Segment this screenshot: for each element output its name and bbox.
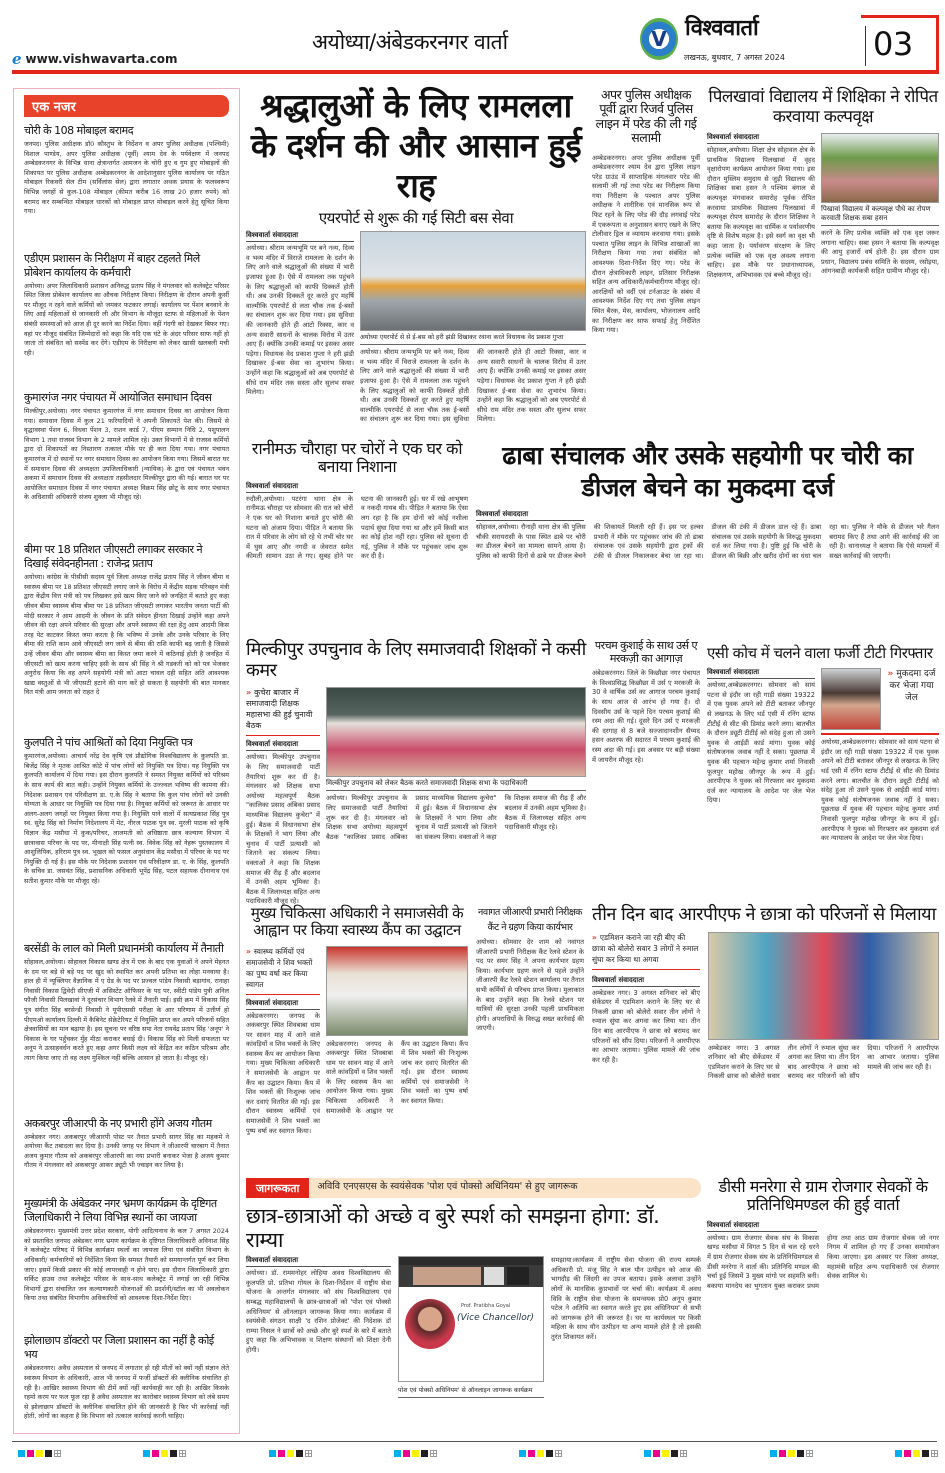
article-body: सोहावल,अयोध्या। शिक्षा क्षेत्र सोहावल क्षेत्र के प्राथमिक विद्यालय पिलखावां में वृहद वृक्षारोपण कार्यक्रम आयोजन किया गया। इस दौरान मुस्लिम समुदाय से जुड़ी विद्यालय की शिक्षिका सबा हसन ने पश्चिम बंगाल से कल्पवृक्ष मंगवाकर समारोह पूर्वक रोपित करवाया प्राथमिक विद्यालय पिलखावां में कल्पवृक्ष रोपण समारोह के दौरान शिक्षिका ने बताया कि कल्पवृक्ष का धार्मिक व पर्यावरणीय दृष्टि से विशेष महत्व है। इसे स्वर्ग का वृक्ष भी कहा जाता है। पर्यावरण संरक्षण के लिए प्रत्येक व्यक्ति को एक वृक्ष अवश्य लगाना चाहिए। इस मौके पर प्रधानाध्यापक, शिक्षकगण, अभिभावक एवं बच्चे मौजूद रहे। <box>707 146 815 279</box>
jagrukta-story <box>246 1178 701 1440</box>
page-number-box <box>861 15 939 73</box>
article-body-continued: अयोध्या,अम्बेडकरनगर। सोमवार को सायं पटना से इंदौर जा रही गाड़ी संख्या 19322 में एक युवक अपने को टीटी बताकर जौनपुर से लखनऊ के लिए थर्ड एसी में रनिंग स्टाफ टीटीई से सीट की डिमांड करने लगा। बातचीत के दौरान ड्यूटी टीटीई को संदेह हुआ तो उसने युवक से आईडी कार्ड मांगा। युवक कोई संतोषजनक जवाब नहीं दे सका। पूछताछ में युवक की पहचान महेन्द्र कुमार शर्मा निवासी फूलपुर महोख जौनपुर के रूप में हुई। आरपीएफ ने युवक को गिरफ्तार कर मुकदमा दर्ज कर न्यायालय के आदेश पर जेल भेज दिया। <box>821 738 939 843</box>
brief-body: अम्बेडकर नगर। अकबरपुर जीआरपी पोस्ट पर तैनात प्रभारी सागर सिंह का महकमे ने अयोध्या कैंट तबादला कर दिया है। उनकी जगह पर विभाग ने जीआरपी चारबाग में तैनात अजय कुमार गौतम को अकबरपुर जीआरपी का नया प्रभारी बनाकर भेजा है अजय कुमार गौतम ने मंगलवार को अकबरपुर आकर ड्यूटी भी ज्वाइन कर लिया है। <box>24 1132 229 1170</box>
brief-body: सोहावल,अयोध्या। सोहावल विकास खण्ड क्षेत्र में एक के बाद एक युवाओं ने अपने मेहनत के दम पर बड़े से बड़े पद पर खुद को स्थापित कर अपनी प्रतिभा का लोहा मनवाया है। हाल ही में न्यूक्लियर वैज्ञानिक में ए ग्रेड के पद पर प्रज्वल पांडेय निवासी बड़ागांव, रानाहा निवासी विकास द्विवेदी सीएजी में असिस्टेंट ऑफिसर के पद पर, स्वीटी पांडेय पुत्री अनिल फौजी निवासी पिलखावां ने दूरसंचार विभाग रेलवे में तैनाती पाई। इसी क्रम में विकास सिंह पुत्र संगीत सिंह बरसेन्डी निवासी ने यूपीएससी परीक्षा के आर परिणाम में उत्तीर्ण हो पीएमओ कार्यालय दिल्ली में कैबिनेट सेक्रेटेरियट में नियुक्ति प्राप्त कर अपने परिजनों सहित क्षेत्रवासियों का मान बढ़ाया है। इस सूचना पर वरिष्ठ सपा नेता रायवेंद्र प्रताप सिंह 'अनूप' ने विकास के घर पहुँचकर मुँह मीठा कराकर बधाई दी। विकास सिंह को मिली सफलता पर अनूप ने उत्साहवर्धन करते हुए कहा अगर किसी लक्ष्य को केंद्रित कर कठिन परिश्रम और त्याग किया जाए तो वह लक्ष्य मुश्किल नहीं बल्कि आसान हो जाता है। मौजूद रहे। <box>24 958 229 1062</box>
tree-planting-photo <box>821 133 939 203</box>
article-body: अयोध्या,अम्बेडकरनगर। सोमवार को सायं पटना से इंदौर जा रही गाड़ी संख्या 19322 में एक युवक अपने को टीटी बताकर जौनपुर से लखनऊ के लिए थर्ड एसी में रनिंग स्टाफ टीटीई से सीट की डिमांड करने लगा। बातचीत के दौरान ड्यूटी टीटीई को संदेह हुआ तो उसने युवक से आईडी कार्ड मांगा। युवक कोई संतोषजनक जवाब नहीं दे सका। पूछताछ में युवक की पहचान महेन्द्र कुमार शर्मा निवासी फूलपुर महोख जौनपुर के रूप में हुई। आरपीएफ ने युवक को गिरफ्तार कर मुकदमा दर्ज कर न्यायालय के आदेश पर जेल भेज दिया। <box>707 681 815 805</box>
brief-body: अयोध्या। अपर जिलाधिकारी प्रशासन अनिरुद्ध प्रताप सिंह ने मंगलवार को कलेक्ट्रेट परिसर स्थित जिला प्रोबेशन कार्यालय का औचक निरीक्षण किया। निरीक्षण के दौरान अपनी कुर्सी पर मौजूद न रहने वाले कर्मियों को जमकर फटकार लगाई। कार्यालय पर पेंशन बनवाने के लिए आई महिलाओं से जानकारी ली और विभाग के मौजूदा स्टाफ से महिलाओं के पेंशन संबंधी समस्याओं को आज ही दूर करने का निर्देश दिया। वहीं गंदगी को देखकर बिफर गए। वहां पर मौजूद संबंधित जिम्मेदारों को कहा कि यदि एक घंटे के अंदर परिसर साफ नहीं हो जाता तो संबंधित को सस्पेंड कर देंगे। एडीएम के निरीक्षण को लेकर खासी खलबली मची रही। <box>24 281 229 357</box>
brand-name: विश्ववार्ता <box>685 16 759 41</box>
story-headline: रानीमऊ चौराहा पर चोरों ने एक घर को बनाया निशाना <box>251 439 463 477</box>
article-body-continued: अंबेडकरनगर। जनपद के अकबरपुर स्थित शिवबाबा धाम पर सावन माह में आने वाले कांवड़ियों व शिव भक्तों के लिए स्वास्थ्य कैंप का आयोजन किया गया। मुख्य चिकित्सा अधिकारी ने समाजसेवी के आह्वान पर कैंप का उद्घाटन किया। कैंप में शिव भक्तों की निःशुल्क जांच कर दवाएं वितरित की गईं। इस दौरान स्वास्थ्य कर्मियों एवं समाजसेवी ने शिव भक्तों का पुष्प वर्षा कर स्वागत किया। <box>326 1039 468 1115</box>
brief-headline: बीमा पर 18 प्रतिशत जीएसटी लगाकर सरकार ने दिखाई संवेदनहीनता : राजेन्द्र प्रताप <box>24 543 203 571</box>
byline: विश्ववार्ता संवाददाता <box>246 1256 391 1267</box>
ek-nazar-column <box>13 88 240 1434</box>
brief-list <box>24 122 229 1427</box>
story-headline: तीन दिन बाद आरपीएफ ने छात्रा को परिजनों से मिलाया <box>592 904 936 925</box>
page-number: 03 <box>873 25 913 63</box>
manrega-story <box>707 1178 939 1440</box>
photo-caption: अयोध्या एयरपोर्ट से से ई-बस को हरी झंडी दिखाकर रवाना करते विधायक वेद प्रकाश गुप्ता <box>360 331 586 345</box>
jagrukta-tag: जागरूकता <box>246 1178 309 1198</box>
accused-photo <box>821 668 881 730</box>
health-camp-photo <box>326 946 468 1036</box>
header <box>0 0 945 76</box>
photo-caption: पोश एवं पोक्सो अधिनियम' से ऑनलाइन जागरूक कार्यक्रम <box>398 1384 544 1398</box>
navagat-grp-story <box>476 905 584 1167</box>
brief-body: अयोध्या। कांग्रेस के पीसीसी सदस्य पूर्व जिला अध्यक्ष राजेंद्र प्रताप सिंह ने जीवन बीमा व स्वास्थ्य बीमा पर 18 प्रतिशत जीएसटी लगाए जाने के विरोध में केंद्रीय सड़क परिवहन मंत्री द्वारा केंद्रीय वित्त मंत्री को पत्र लिखकर इसे खत्म किए जाने को जनहित में बताते हुए कहा जीवन बीमा स्वास्थ्य बीमा बीमा पर 18 प्रतिशत जीएसटी लगाकर भारतीय जनता पार्टी की मोदी सरकार ने आम आदमी के जीवन के प्रति संवेदन हीनता दिखाई उन्होंने कहा अपने जीवन की रक्षा अपने परिवार की सुरक्षा और अपने स्वास्थ्य की रक्षा हेतु आम आदमी किस तरह पेट काटकर किस्त जमा करता है कि भविष्य में उनके और उनके परिवार के लिए बीमा की राशि काम आवे जीएसटी लग जाने से बीमा की राशि काफी बढ़ जाती है जिससे उन्हें जीवन बीमा और स्वास्थ्य बीमा का किस्त जमा करने में कठिनाई होती है जनहित में जीएसटी को खत्म करना चाहिए इसी के साथ श्री सिंह ने श्री गडकरी को को पत्र भेजकर अनुरोध किया कि वह अपने सहयोगी मंत्री को आटा चावल दही सहित अति आवश्यक खाद्य वस्तुओं से भी जीएसटी हटाने की माग करें हो सकता है सहयोगी की बात मानकर वित मंत्री आम जनता को राहत दे <box>24 573 229 697</box>
ek-nazar-badge: एक नजर <box>24 95 229 117</box>
story-bullet: » मुकदमा दर्ज कर भेजा गया जेल <box>887 669 936 704</box>
speaker-name: Prof. Pratibha Goyal <box>461 1303 511 1310</box>
story-headline: मुख्य चिकित्सा अधिकारी ने समाजसेवी के आह्वान पर किया स्वास्थ्य कैंप का उद्घाटन <box>250 904 464 940</box>
article-body: अयोध्या। डॉ. राममनोहर लोहिया अवध विश्वविद्यालय की कुलपति प्रो. प्रतिभा गोयल के दिशा-निर्देशन में राष्ट्रीय सेवा योजना के अन्तर्गत मंगलवार को संघ विश्वविद्यालय एवं सम्बद्ध महाविद्यालयों के छात्र-छात्राओं को 'पोश एवं पोक्सो अधिनियम' से ऑनलाइन जागरूक किया गया। कार्यक्रम में स्वयंसेवी संगठन साक्षी 'द रशिन प्रोजेक्ट' की निदेशक डॉ राम्या निसल ने छात्रों को अच्छे और बुरे स्पर्श के बारे में बताते हुए कहा कि अभिभावक व शिक्षण संस्थानों को शिक्षा देनी होगी। <box>246 1269 391 1355</box>
article-body: अम्बेडकरनगर। अपर पुलिस अधीक्षक पूर्वी अम्बेडकरनगर श्याम देव द्वारा पुलिस लाइन परेड ग्राउंड में साप्ताहिक मंगलवार परेड की सलामी ली गई तथा परेड का निरीक्षण किया गया निरीक्षण के पश्चात अपर पुलिस अधीक्षक ने शारीरिक एवं मानसिक रूप से फिट रहने के लिए परेड की दौड़ लगवाई परेड में एकरूपता व अनुशासन बनाए रखने के लिए टोलीवार ड्रिल व व्यायाम करवाया गया। इसके पश्चात पुलिस लाइन के विभिन्न शाखाओं का निरीक्षण किया गया तथा संबंधित को आवश्यक दिशा-निर्देश दिए गए। परेड के दौरान क्षेत्राधिकारी लाइन, प्रतिसार निरीक्षक सहित अन्य अधिकारी/कर्मचारीगण मौजूद रहे। आरक्षियों को वर्दी एवं टर्नआउट के संबंध में आवश्यक निर्देश दिए गए तथा पुलिस लाइन स्थित बैरक, मेस, कार्यालय, भोजनालय आदि का निरीक्षण कर साफ सफाई हेतु निर्देशित किया गया। <box>592 153 700 335</box>
jagrukta-strap: अविवि एनएसएस के स्वयंसेवक 'पोश एवं पोक्सो अधिनियम' से हुए जागरूक <box>317 1181 578 1192</box>
jagrukta-banner <box>246 1178 701 1198</box>
rpf-family-photo <box>708 932 939 1040</box>
story-bullet: » स्वास्थ्य कर्मियों एवं समाजसेवी ने शिव भक्तों का पुष्प वर्षा कर किया स्वागत <box>246 946 320 995</box>
section-title: अयोध्या/अंबेडकरनगर वार्ता <box>312 30 508 54</box>
byline: विश्ववार्ता संवाददाता <box>246 999 320 1010</box>
chevron-icon: » <box>246 946 251 956</box>
photo-caption: मिल्कीपुर उपचुनाव को लेकर बैठक करते समाजवादी शिक्षक सभा के पदाधिकारी <box>326 777 586 791</box>
article-body: अंबेडकरनगर। जिले के किछौछा नगर पंचायत के विश्वप्रसिद्ध किछौछा में उर्स ए मरकजी के 30 वे वार्षिक उर्स का आगाज परचम कुशाई के साथ आज से आरंभ हो गया है। दो दिवसीय उर्स के पहले दिन परचम कुशाई की रस्म अदा की गई। दूसरे दिन उर्स ए मरकज़ी की दरगाह से 8 बजे सज्जादानशीन सैय्यद हसन अशरफ की सदारत में परचम कुशाई की रस्म अदा की गई। इस अवसर पर बड़ी संख्या में जायरीन मौजूद रहे। <box>592 669 700 764</box>
rpf-story <box>592 905 939 1167</box>
ranimau-story <box>246 440 468 630</box>
brief-headline: झोलाछाप डॉक्टरो पर जिला प्रशासन का नहीं है कोई भय <box>24 1334 214 1362</box>
cmyk-swatch-group <box>644 1450 687 1457</box>
color-registration-bar <box>18 1450 938 1457</box>
pilkhawan-story <box>707 88 939 428</box>
brief-headline: एडीएम प्रशासन के निरीक्षण में बाहर टहलते मिले प्रोबेशन कार्यालय के कर्मचारी <box>24 251 200 279</box>
byline: विश्ववार्ता संवाददाता <box>246 482 353 493</box>
story-headline: नवागत जीआरपी प्रभारी निरीक्षक कैंट ने ग्रहण किया कार्यभार <box>478 907 582 933</box>
parcham-story <box>592 640 700 890</box>
brief-headline: अकबरपुर जीआरपी के नए प्रभारी होंगे अजय गौतम <box>24 1116 212 1130</box>
article-body: रुदौली,अयोध्या। पटरंगा थाना क्षेत्र के रानीमऊ चौराहा पर सोमवार की रात को चोरों ने एक घर को निशाना बनाते हुए चोरी की घटना को अंजाम दिया। पीड़ित ने बताया कि रात में परिवार के लोग सो रहे थे तभी चोर घर में घुस आए और नगदी व जेवरात समेत कीमती सामान उठा ले गए। सुबह होने पर घटना की जानकारी हुई। घर में रखे आभूषण व नकदी गायब थी। पीड़ित ने बताया कि ऐसा लग रहा है कि हम दोनों को कोई नशीला पदार्थ सुंघा दिया गया था और हमें किसी बात का कोई होश नहीं रहा। पुलिस को सूचना दी गई, पुलिस ने मौके पर पहुंचकर जांच शुरू कर दी है। <box>246 494 468 561</box>
article-body-continued: समझाया।कार्यक्रम में राष्ट्रीय सेवा योजना की राज्य सम्पर्क अधिकारी प्रो. मंजू सिंह ने बाल यौन उत्पीड़न को आज की भागदौड़ की जिंदगी का उपज बताया। इसके अलावा उन्होंने लोगों के मानसिक कुप्रभावों पर चर्चा की। कार्यक्रम में अवध विवि के राष्ट्रीय सेवा योजना के समन्वयक प्रो0 अनूप कुमार पटेल ने अतिथि का स्वागत करते हुए इस अधिनियम' से सभी को जागरूक होने की जरूरत है। घर या कार्यस्थल पर किसी महिला के साथ यौन उत्पीड़न या अन्य मामले होते है तो इसकी तुरंत शिकायत करें। <box>551 1256 701 1342</box>
header-rule <box>12 70 939 74</box>
article-body: अयोध्या। ग्राम रोजगार सेवक संघ के विकास खण्ड मसौधा में विगत 5 दिन से चल रहे धरने में ग्राम रोजगार सेवक संघ के प्रतिनिधिमण्डल से डीसी मनरेगा ने वार्ता की। प्रतिनिधि मण्डल की चर्चा हुई जिसमें 3 मुख्य मांगो पर सहमति बनी। बकाया मानदेय का भुगतान युक्त कराकर प्रथम होगा तथा आठ ग्राम रोजगार सेवक जो नगर निगम में शामिल हो गए हैं उनका समायोजन किया जाएगा। इस अवसर पर जिला अध्यक्ष, महामंत्री सहित अन्य पदाधिकारी एवं रोजगार सेवक शामिल थे। <box>707 1233 939 1290</box>
story-headline: एसी कोच में चलने वाला फर्जी टीटी गिरफ्तार <box>707 644 933 662</box>
cmyk-swatch-group <box>895 1450 938 1457</box>
webinar-screenshot <box>398 1256 544 1382</box>
speaker-role: (Vice Chancellor) <box>457 1313 534 1324</box>
medical-camp-story <box>246 905 468 1167</box>
main-subhead: एयरपोर्ट से शुरू की गई सिटी बस सेवा <box>318 209 514 227</box>
brief-body: कुमारगंज,अयोध्या। आचार्य नरेंद्र देव कृषि एवं प्रौद्योगिक विश्वविद्यालय के कुलपति डा. बिजेंद्र सिंह ने मृतक आश्रित कोटे में पांच लोगों को नियुक्ति पत्र दिया। यह नियुक्ति पत्र कुलपति कार्यालय में दिया गया। इस दौरान कुलपति ने समस्त नियुक्त कर्मियों को परिश्रम के साथ कार्य की बात कही। उन्होंने नियुक्त कर्मियों के उज्ज्वल भविष्य की कामना की। निदेशक प्रशासन एवं परिवीक्षण डा. ए.के सिंह ने बताया कि कुल पांच लोगों को उनकी योग्यता के आधार पर नियुक्ति पत्र दिया गया है। नियुक्त कर्मियों को जरूरत के आधार पर अलग-अलग जगहों पर नियुक्त किया गया है। नियुक्ति पाने वालों में सत्यप्रकाश सिंह पुत्र स्व. सुरेंद्र सिंह को निर्माण निदेशालय में मेट, नीरज पाठक पुत्र स्व. मुरली पाठक को कृषि विज्ञान केंद्र मसौधा में कुक/परिचर, लालमती को अधिष्ठाता छात्र कल्याण विभाग में छात्रावास परिचर के पद पर, मीनाक्षी सिंह पत्नी स्व. विवेक सिंह को नेहरू पुस्तकालय में आशुलिपिक, हरिराम पुत्र स्व. भूखल को फसल अनुसंधान केंद्र मसौधा में परिचर के पद पर नियुक्ति दी गई है। इस मौके पर निदेशक प्रशासन एवं परिवीक्षण डा. ए. के सिंह, कुलपति के सचिव डा. जसवंत सिंह, प्रशासनिक अधिकारी भूपेंद्र सिंह, पटल सहायक दीनानाथ एवं सतीश कुमार मौके पर मौजूद रहे। <box>24 752 229 885</box>
brief-body: मिल्कीपुर,अयोध्या। नगर पंचायत कुमारगंज में नगर समाधान दिवस का आयोजन किया गया। समाधान दिवस में कुल 21 फरियादियों ने अपनी शिकायतें पेश की। जिसमें से वृद्धावस्था पेंशन 6, विधवा पेंशन 3, राशन कार्ड 7, पीएम सम्मान निधि 2, पशुपालन विभाग 1 तथा राजस्व विभाग के 2 मामले शामिल रहे। उक्त विभागों में से राजस्व कर्मियों द्वारा दो शिकायतों का निस्तारण तत्काल मौके पर ही करा दिया गया। नगर पंचायत कुमारगंज में दो स्थानों पर नगर समाधान दिवस का आयोजन किया गया। जिसमें बारात घर में समाधान दिवस की अध्यक्षता उपजिलाधिकारी (न्यायिक) के द्वारा एवं पंचायत भवन अकमा में समाधान दिवस की अध्यक्षता तहसीलदार मिल्कीपुर द्वारा की गई। बारात घर पर आयोजित समाधान दिवस में नगर पंचायत अध्यक्ष विक्रम सिंह छोटू के साथ नगर पंचायत के अधिशासी अधिकारी संजय शुक्ला भी मौजूद रहे। <box>24 406 229 502</box>
cmyk-swatch-group <box>143 1450 186 1457</box>
cmyk-swatch-group <box>394 1450 437 1457</box>
brief-headline: मुख्यमंत्री के अंबेडकर नगर भ्रमण कार्यक्रम के दृष्टिगत जिलाधिकारी ने लिया विभिन्न स्थानों का जायजा <box>24 1197 217 1225</box>
byline: विश्ववार्ता संवाददाता <box>476 510 584 521</box>
cmyk-swatch-group <box>770 1450 813 1457</box>
story-headline: मिल्कीपुर उपचुनाव के लिए समाजवादी शिक्षकों ने कसी कमर <box>246 639 586 681</box>
byline: विश्ववार्ता संवाददाता <box>707 133 815 144</box>
article-body: अयोध्या। श्रीराम जन्मभूमि पर बने नव्य, दिव्य व भव्य मंदिर में विराजे रामलला के दर्शन के लिए आने वाले श्रद्धालुओं की संख्या में भारी इजाफा हुआ है। ऐसे में रामलला तक पहुंचने के लिए श्रद्धालुओं को काफी दिक्कतें होती थी। अब उनकी दिक्कतें दूर करते हुए महर्षि वाल्मीकि एयरपोर्ट से लता चौक तक ई-बसों का संचालन शुरू कर दिया गया। इस सुविधा की जानकारी होते ही आटो रिक्सा, कार व अन्य सवारी साधनों के चालक विरोध में उतर आए हैं। क्योंकि उनकी कमाई पर इसका असर पड़ेगा। विधायक वेद प्रकाश गुप्ता ने हरी झंडी दिखाकर ई-बस सेवा का शुभारंभ किया। उन्होंने कहा कि श्रद्धालुओं को अब एयरपोर्ट से सीधे राम मंदिर तक सस्ता और सुलभ सफर मिलेगा। <box>246 244 354 397</box>
browser-e-icon: e <box>12 50 22 68</box>
chevron-icon: » <box>246 688 252 698</box>
brief-body: जनपद। पुलिस अधीक्षक डॉ0 कौस्तुभ के निर्देशन व अपर पुलिस अधीक्षक (पश्चिमी) विशाल पाण्डेय, अपर पुलिस अधीक्षक (पूर्वी) श्याम देव के पर्यवेक्षण में जनपद अम्बेडकरनगर के विभिन्न थाना क्षेत्रान्तर्गत आमजन के चोरी हुए व गुम हुए मोबाइलों की शिकायत पर पुलिस अधीक्षक अम्बेडकरनगर के आदेशानुसार पुलिस कार्यालय पर गठित मोबाइल रिकवरी सेल टीम (सर्विलांस सेल) द्वारा लगातार अथक प्रयास के फलस्वरूप विभिन्न जगहों से कुल-108 मोबाइल (कीमत करीब 16 लाख 20 हजार रुपये) को बरामद कर सम्बन्धित मोबाइल धारकों को मोबाइल प्राप्त मोबाइल करने हेतु सूचित किया गया। <box>24 140 229 216</box>
byline: विश्ववार्ता संवाददाता <box>707 668 815 679</box>
article-body-continued: अम्बेडकर नगर। 3 अगस्त शनिवार को बीए सेकेंडयर में एडमिशन कराने के लिए घर से निकली छात्रा को बोलेरो सवार तीन लोगों ने रुमाल सुंघा कर अगवा कर लिया था। तीन दिन बाद आरपीएफ ने छात्रा को बरामद कर परिजनों को सौंप दिया। परिजनों ने आरपीएफ का आभार जताया। पुलिस मामले की जांच कर रही है। <box>708 1043 939 1081</box>
story-headline: परचम कुशाई के साथ उर्स ए मरकज़ी का आगाज़ <box>594 639 698 665</box>
article-body: सोहावल,अयोध्या। रौनाही थाना क्षेत्र की पुलिस चौकी सरायरासी के पास स्थित ढाबे पर चोरी का डीजल बेचने का मामला सामने आया है। पुलिस को काफी दिनों से ढाबे पर डीजल बेचने की शिकायतें मिलती रही हैं। इस पर हल्का प्रभारी ने मौके पर पहुंचकर जांच की तो ढाबा संचालक एवं उसके सहयोगी द्वारा ट्रकों की टंकी से डीजल निकालकर बेचा जा रहा था। डीजल की टंकी में डीजल डाल रहे हैं। ढाबा संचालक एवं उसके सहयोगी के विरुद्ध मुकदमा दर्ज कर लिया गया है। पुष्टि हुई कि चोरी के डीजल की बिक्री और खरीद दोनों का धंधा चल रहा था। पुलिस ने मौके से डीजल भरे गैलन बरामद किए हैं तथा आगे की कार्रवाई की जा रही है। थानाध्यक्ष ने बताया कि ऐसे मामलों में सख्त कार्रवाई की जाएगी। <box>476 523 939 560</box>
byline: विश्ववार्ता संवाददाता <box>246 740 320 751</box>
meeting-photo <box>326 687 586 777</box>
brief-body: अंबेडकरनगर। मुख्यमंत्री उत्तर प्रदेश सरकार, योगी आदित्यनाथ के कल 7 अगस्त 2024 को प्रस्तावित जनपद अंबेडकर नगर भ्रमण कार्यक्रम के दृष्टिगत जिलाधिकारी अविनाश सिंह ने कलेक्ट्रेट परिषद में विभिन्न कार्यक्रम स्थलों का जायजा लिया एवं संबंधित विभाग के अधिकारी/ कर्मचारियों को निर्देशित किया कि समस्त तैयारी को समयान्तर्गत पूर्ण कर लिया जाए। इसमें किसी प्रकार की कोई लापरवाही न होने पाए। इस दौरान जिलाधिकारी द्वारा सर्किट हाउस तथा कलेक्ट्रेट परिसर के साथ-साथ कलेक्ट्रेट में लगाई जा रही विभिन्न विभागों द्वारा संचालित जन कल्याणकारी योजनाओं की प्रदर्शनी/स्टॉल का भी अवलोकन किया तथा संबंधित विभागीय अधिकारियों को आवश्यक दिशा-निर्देश दिए। <box>24 1227 229 1303</box>
article-body-continued: अयोध्या। मिल्कीपुर उपचुनाव के लिए समाजवादी पार्टी तैयारियां शुरू कर दी है। मंगलवार को शिक्षक सभा अयोध्या महत्वपूर्ण बैठक "कालिका प्रसाद अंबिका प्रसाद माध्यमिक विद्यालय कुचेरा" में हुई। बैठक में विधानसभा क्षेत्र के शिक्षकों ने भाग लिया और चुनाव में पार्टी प्रत्याशी को जिताने का संकल्प लिया। वक्ताओं ने कहा कि शिक्षक समाज की रीढ़ हैं और बदलाव में उनकी अहम भूमिका है। बैठक में जिलाध्यक्ष सहित अन्य पदाधिकारी मौजूद रहे। <box>326 794 586 841</box>
byline: विश्ववार्ता संवाददाता <box>592 976 700 987</box>
article-body-continued: अयोध्या। श्रीराम जन्मभूमि पर बने नव्य, दिव्य व भव्य मंदिर में विराजे रामलला के दर्शन के लिए आने वाले श्रद्धालुओं की संख्या में भारी इजाफा हुआ है। ऐसे में रामलला तक पहुंचने के लिए श्रद्धालुओं को काफी दिक्कतें होती थी। अब उनकी दिक्कतें दूर करते हुए महर्षि वाल्मीकि एयरपोर्ट से लता चौक तक ई-बसों का संचालन शुरू कर दिया गया। इस सुविधा की जानकारी होते ही आटो रिक्सा, कार व अन्य सवारी साधनों के चालक विरोध में उतर आए हैं। क्योंकि उनकी कमाई पर इसका असर पड़ेगा। विधायक वेद प्रकाश गुप्ता ने हरी झंडी दिखाकर ई-बस सेवा का शुभारंभ किया। उन्होंने कहा कि श्रद्धालुओं को अब एयरपोर्ट से सीधे राम मंदिर तक सस्ता और सुलभ सफर मिलेगा। <box>360 348 586 424</box>
brief-headline: बरसेंडी के लाल को मिली प्रधानमंत्री कार्यालय में तैनाती <box>24 942 224 956</box>
story-headline: छात्र-छात्राओं को अच्छे व बुरे स्पर्श को समझना होगा: डॉ. राम्या <box>246 1204 660 1253</box>
speaker-portrait <box>405 1299 455 1349</box>
article-body: अम्बेडकर नगर। 3 अगस्त शनिवार को बीए सेकेंडयर में एडमिशन कराने के लिए घर से निकली छात्रा को बोलेरो सवार तीन लोगों ने रुमाल सुंघा कर अगवा कर लिया था। तीन दिन बाद आरपीएफ ने छात्रा को बरामद कर परिजनों को सौंप दिया। परिजनों ने आरपीएफ का आभार जताया। पुलिस मामले की जांच कर रही है। <box>592 988 700 1064</box>
ac-coach-story <box>707 645 939 890</box>
article-body: अयोध्या। सोमवार देर शाम को नवागत जीआरपी प्रभारी निरीक्षक कैंट रेलवे स्टेशन के पद पर समर सिंह ने अपना कार्यभार ग्रहण किया। कार्यभार ग्रहण करने से पहले उन्होंने जीआरपी कैंट रेलवे स्टेशन कार्यालय पर तैनात सभी कर्मियों से परिचय प्राप्त किया। मुलाकात के बाद उन्होंने कहा कि रेलवे स्टेशन पर यात्रियों की सुरक्षा उनकी पहली प्राथमिकता होगी। अपराधियों के विरुद्ध सख्त कार्रवाई की जाएगी। <box>476 938 584 1033</box>
story-headline: डीसी मनरेगा से ग्राम रोजगार सेवकों के प्रतिनिधिमण्डल की हुई वार्ता <box>718 1177 928 1215</box>
dateline: लखनऊ, बुधवार, 7 अगस्त 2024 <box>684 53 785 62</box>
main-headline: श्रद्धालुओं के लिए रामलला के दर्शन की और आसान हुई राह <box>250 86 582 205</box>
article-body: अंबेडकरनगर। जनपद के अकबरपुर स्थित शिवबाबा धाम पर सावन माह में आने वाले कांवड़ियों व शिव भक्तों के लिए स्वास्थ्य कैंप का आयोजन किया गया। मुख्य चिकित्सा अधिकारी ने समाजसेवी के आह्वान पर कैंप का उद्घाटन किया। कैंप में शिव भक्तों की निःशुल्क जांच कर दवाएं वितरित की गईं। इस दौरान स्वास्थ्य कर्मियों एवं समाजसेवी ने शिव भक्तों का पुष्प वर्षा कर स्वागत किया। <box>246 1011 320 1135</box>
dhaba-story <box>476 440 939 630</box>
cmyk-swatch-group <box>269 1450 312 1457</box>
cmyk-swatch-group <box>519 1450 562 1457</box>
story-bullet: » कुचेरा बाजार में समाजवादी शिक्षक महासभा की हुई चुनावी बैठक <box>246 687 320 736</box>
cmyk-swatch-group <box>18 1450 61 1457</box>
brief-headline: कुमारगंज नगर पंचायत में आयोजित समाधान दिवस <box>24 390 212 404</box>
bus-flagoff-photo <box>360 231 586 331</box>
main-story <box>246 86 586 428</box>
article-body: अयोध्या। मिल्कीपुर उपचुनाव के लिए समाजवादी पार्टी तैयारियां शुरू कर दी है। मंगलवार को शिक्षक सभा अयोध्या महत्वपूर्ण बैठक "कालिका प्रसाद अंबिका प्रसाद माध्यमिक विद्यालय कुचेरा" में हुई। बैठक में विधानसभा क्षेत्र के शिक्षकों ने भाग लिया और चुनाव में पार्टी प्रत्याशी को जिताने का संकल्प लिया। वक्ताओं ने कहा कि शिक्षक समाज की रीढ़ हैं और बदलाव में उनकी अहम भूमिका है। बैठक में जिलाध्यक्ष सहित अन्य पदाधिकारी मौजूद रहे। <box>246 753 320 906</box>
brand-logo: V <box>640 18 678 60</box>
byline: विश्ववार्ता संवाददाता <box>707 1221 817 1232</box>
apar-police-story <box>592 88 700 428</box>
story-headline: पिलखावां विद्यालय में शिक्षिका ने रोपित करवाया कल्पवृक्ष <box>708 87 938 127</box>
article-body-continued: करने के लिए प्रत्येक व्यक्ति को एक वृक्ष जरूर लगाना चाहिए। सबा हसन ने बताया कि कल्पवृक्ष की आयु हजारों वर्ष होती है। इस दौरान ग्राम प्रधान, विद्यालय प्रबंध समिति के सदस्य, रसोइया, आंगनबाड़ी कार्यकत्री सहित ग्रामीण मौजूद रहे। <box>821 229 939 276</box>
story-headline: ढाबा संचालक और उसके सहयोगी पर चोरी का डीजल बेचने का मुकदमा दर्ज <box>502 441 913 502</box>
chevron-icon: » <box>887 669 894 680</box>
brief-headline: चोरी के 108 मोबाइल बरामद <box>24 124 134 137</box>
story-headline: अपर पुलिस अधीक्षक पूर्वी द्वारा रिजर्व पुलिस लाइन में परेड की ली गई सलामी <box>595 87 697 146</box>
milkipur-story <box>246 639 586 906</box>
chevron-icon: » <box>592 932 597 942</box>
byline: विश्ववार्ता संवाददाता <box>246 231 354 242</box>
website-link[interactable]: e www.vishwavarta.com <box>12 50 178 68</box>
photo-caption: पिखावां विद्यालय में कल्पवृक्ष पौधे का रोपण करवाती शिक्षक सबा हसन <box>821 203 939 226</box>
story-bullet: » एडमिशन कराने जा रही बीए की छात्रा को बोलेरो सवार 3 लोगों ने रुमाल सुंघा कर किया था अगवा <box>592 932 700 970</box>
footer-rule <box>12 1441 937 1442</box>
brief-headline: कुलपति ने पांच आश्रितों को दिया नियुक्ति पत्र <box>24 736 193 750</box>
brief-body: अंबेडकरनगर। अवैध अस्पताल से जनपद में लगातार हो रही मौतों को क्यों नहीं संज्ञान लेते स्वास्थ्य विभाग के अधिकारी, आज भी जनपद में फर्जी डॉक्टरों की क्लीनिक संचालित हो रही है। आखिर स्वास्थ्य विभाग की टीमें क्यों नहीं कार्यवाही कर रही है। आखिर किसके रहमो करम पर फल फूल रहा है अवैध अस्पताल का कारोबार स्वास्थ्य विभाग को लंबे समय से झोलाछाप डॉक्टरों के क्लीनिक संचालित होने की जानकारी है फिर भी कार्रवाई नहीं होती, लोगों का कहना है कि विभाग को तत्काल कार्रवाई करनी चाहिए। <box>24 1364 229 1421</box>
